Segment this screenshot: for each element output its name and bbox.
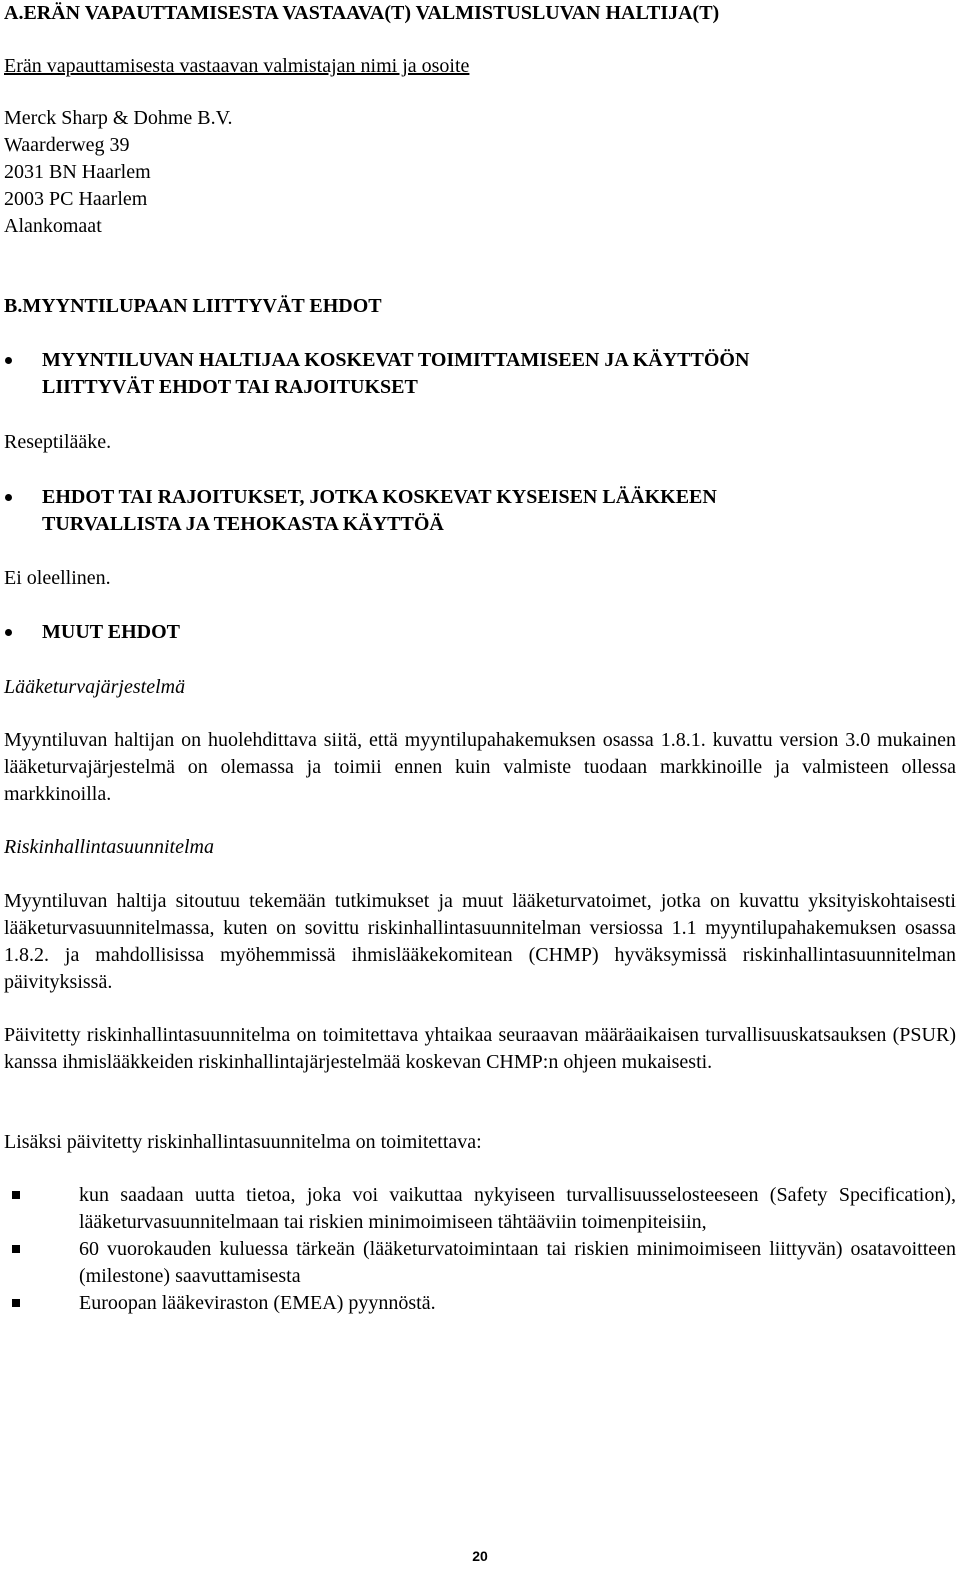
pharmacovigilance-heading: Lääketurvajärjestelmä [4, 676, 186, 698]
address-line: 2003 PC Haarlem [4, 188, 148, 210]
section-b-letter: B. [4, 295, 23, 317]
supply-conditions-text: Reseptilääke. [4, 431, 112, 453]
bullet-dot-icon [5, 494, 12, 501]
address-line: Waarderweg 39 [4, 134, 130, 156]
bullet-line: MUUT EHDOT [42, 621, 180, 643]
bullet-line: LIITTYVÄT EHDOT TAI RAJOITUKSET [42, 376, 418, 398]
risk-management-update-paragraph: Päivitetty riskinhallintasuunnitelma on toimitettava yhtaikaa seuraavan määräaikaisen turvallisuuskatsauksen (PSUR) kanssa ihmislääkkeiden riskinhallintajärjestelmää koskevan CHMP:n ohjeen mukaisesti. [4, 1024, 956, 1073]
list-item [4, 1290, 956, 1317]
risk-management-additional-intro: Lisäksi päivitetty riskinhallintasuunnitelma on toimitettava: [4, 1131, 482, 1153]
bullet-line: TURVALLISTA JA TEHOKASTA KÄYTTÖÄ [42, 513, 444, 535]
bullet-line: MYYNTILUVAN HALTIJAA KOSKEVAT TOIMITTAMISEEN JA KÄYTTÖÖN [42, 349, 750, 371]
section-b-title: MYYNTILUPAAN LIITTYVÄT EHDOT [22, 295, 382, 317]
list-item-text: kun saadaan uutta tietoa, joka voi vaikuttaa nykyiseen turvallisuusselosteeseen (Safety Specification), lääketurvasuunnitelmaan tai riskien minimoimiseen tähtääviin toimenpiteisiin, [79, 1184, 956, 1233]
square-bullet-icon [12, 1191, 20, 1199]
page-number: 20 [472, 1548, 488, 1564]
section-a-title: ERÄN VAPAUTTAMISESTA VASTAAVA(T) VALMISTUSLUVAN HALTIJA(T) [23, 2, 720, 24]
square-bullet-icon [12, 1299, 20, 1307]
address-line: Merck Sharp & Dohme B.V. [4, 107, 233, 129]
section-b-heading [4, 293, 382, 320]
bullet-other-conditions [4, 619, 956, 646]
safe-use-text: Ei oleellinen. [4, 567, 111, 589]
risk-management-heading: Riskinhallintasuunnitelma [4, 836, 214, 858]
section-a-letter: A. [4, 2, 24, 24]
bullet-dot-icon [5, 357, 12, 364]
pharmacovigilance-text: Myyntiluvan haltijan on huolehdittava siitä, että myyntilupahakemuksen osassa 1.8.1. kuvattu version 3.0 mukainen lääketurvajärjestelmä on olemassa ja toimii ennen kuin valmiste tuodaan markkinoille ja valmisteen ollessa markkinoilla. [4, 729, 956, 805]
address-line: 2031 BN Haarlem [4, 161, 151, 183]
bullet-supply-conditions [4, 347, 956, 401]
section-a-subtitle: Erän vapauttamisesta vastaavan valmistajan nimi ja osoite [4, 55, 470, 77]
list-item [4, 1236, 956, 1290]
bullet-dot-icon [5, 629, 12, 636]
list-item [4, 1182, 956, 1236]
list-item-text: Euroopan lääkeviraston (EMEA) pyynnöstä. [79, 1292, 436, 1314]
bullet-line: EHDOT TAI RAJOITUKSET, JOTKA KOSKEVAT KYSEISEN LÄÄKKEEN [42, 486, 717, 508]
square-bullet-icon [12, 1245, 20, 1253]
address-line: Alankomaat [4, 215, 102, 237]
list-item-text: 60 vuorokauden kuluessa tärkeän (lääketurvatoimintaan tai riskien minimoimiseen liittyvän) osatavoitteen (milestone) saavuttamisesta [79, 1238, 956, 1287]
section-a-heading [4, 0, 719, 27]
risk-management-paragraph: Myyntiluvan haltija sitoutuu tekemään tutkimukset ja muut lääketurvatoimet, jotka on kuvattu yksityiskohtaisesti lääketurvasuunnitelmassa, kuten on sovittu riskinhallintasuunnitelman versiossa 1.1 myyntilupahakemuksen osassa 1.8.2. ja mahdollisissa myöhemmissä ihmislääkekomitean (CHMP) hyväksymissä riskinhallintasuunnitelman päivityksissä. [4, 890, 956, 993]
manufacturer-address [4, 105, 233, 240]
bullet-safe-use-conditions [4, 484, 956, 538]
